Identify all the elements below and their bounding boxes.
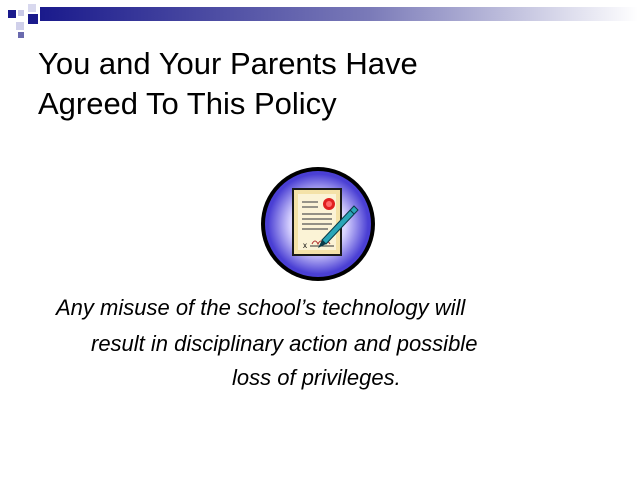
seal-icon	[323, 198, 335, 210]
corner-square-navy	[8, 10, 16, 18]
policy-line-3: loss of privileges.	[232, 365, 401, 390]
document-icon	[292, 188, 342, 256]
corner-square-navy	[28, 14, 38, 24]
corner-square-light	[16, 22, 24, 30]
corner-square-light	[18, 10, 24, 16]
signature-mark: x	[303, 241, 307, 250]
slide-title-line-1: You and Your Parents Have	[38, 46, 418, 81]
top-gradient-bar	[40, 7, 638, 21]
corner-square-light	[28, 4, 36, 12]
policy-line-1: Any misuse of the school’s technology will	[56, 295, 466, 320]
slide-title-line-2: Agreed To This Policy	[38, 86, 337, 121]
signed-document-with-pen-icon	[258, 164, 378, 284]
policy-line-2: result in disciplinary action and possible	[91, 331, 478, 356]
slide-title	[38, 44, 618, 124]
corner-square-navy	[18, 32, 24, 38]
